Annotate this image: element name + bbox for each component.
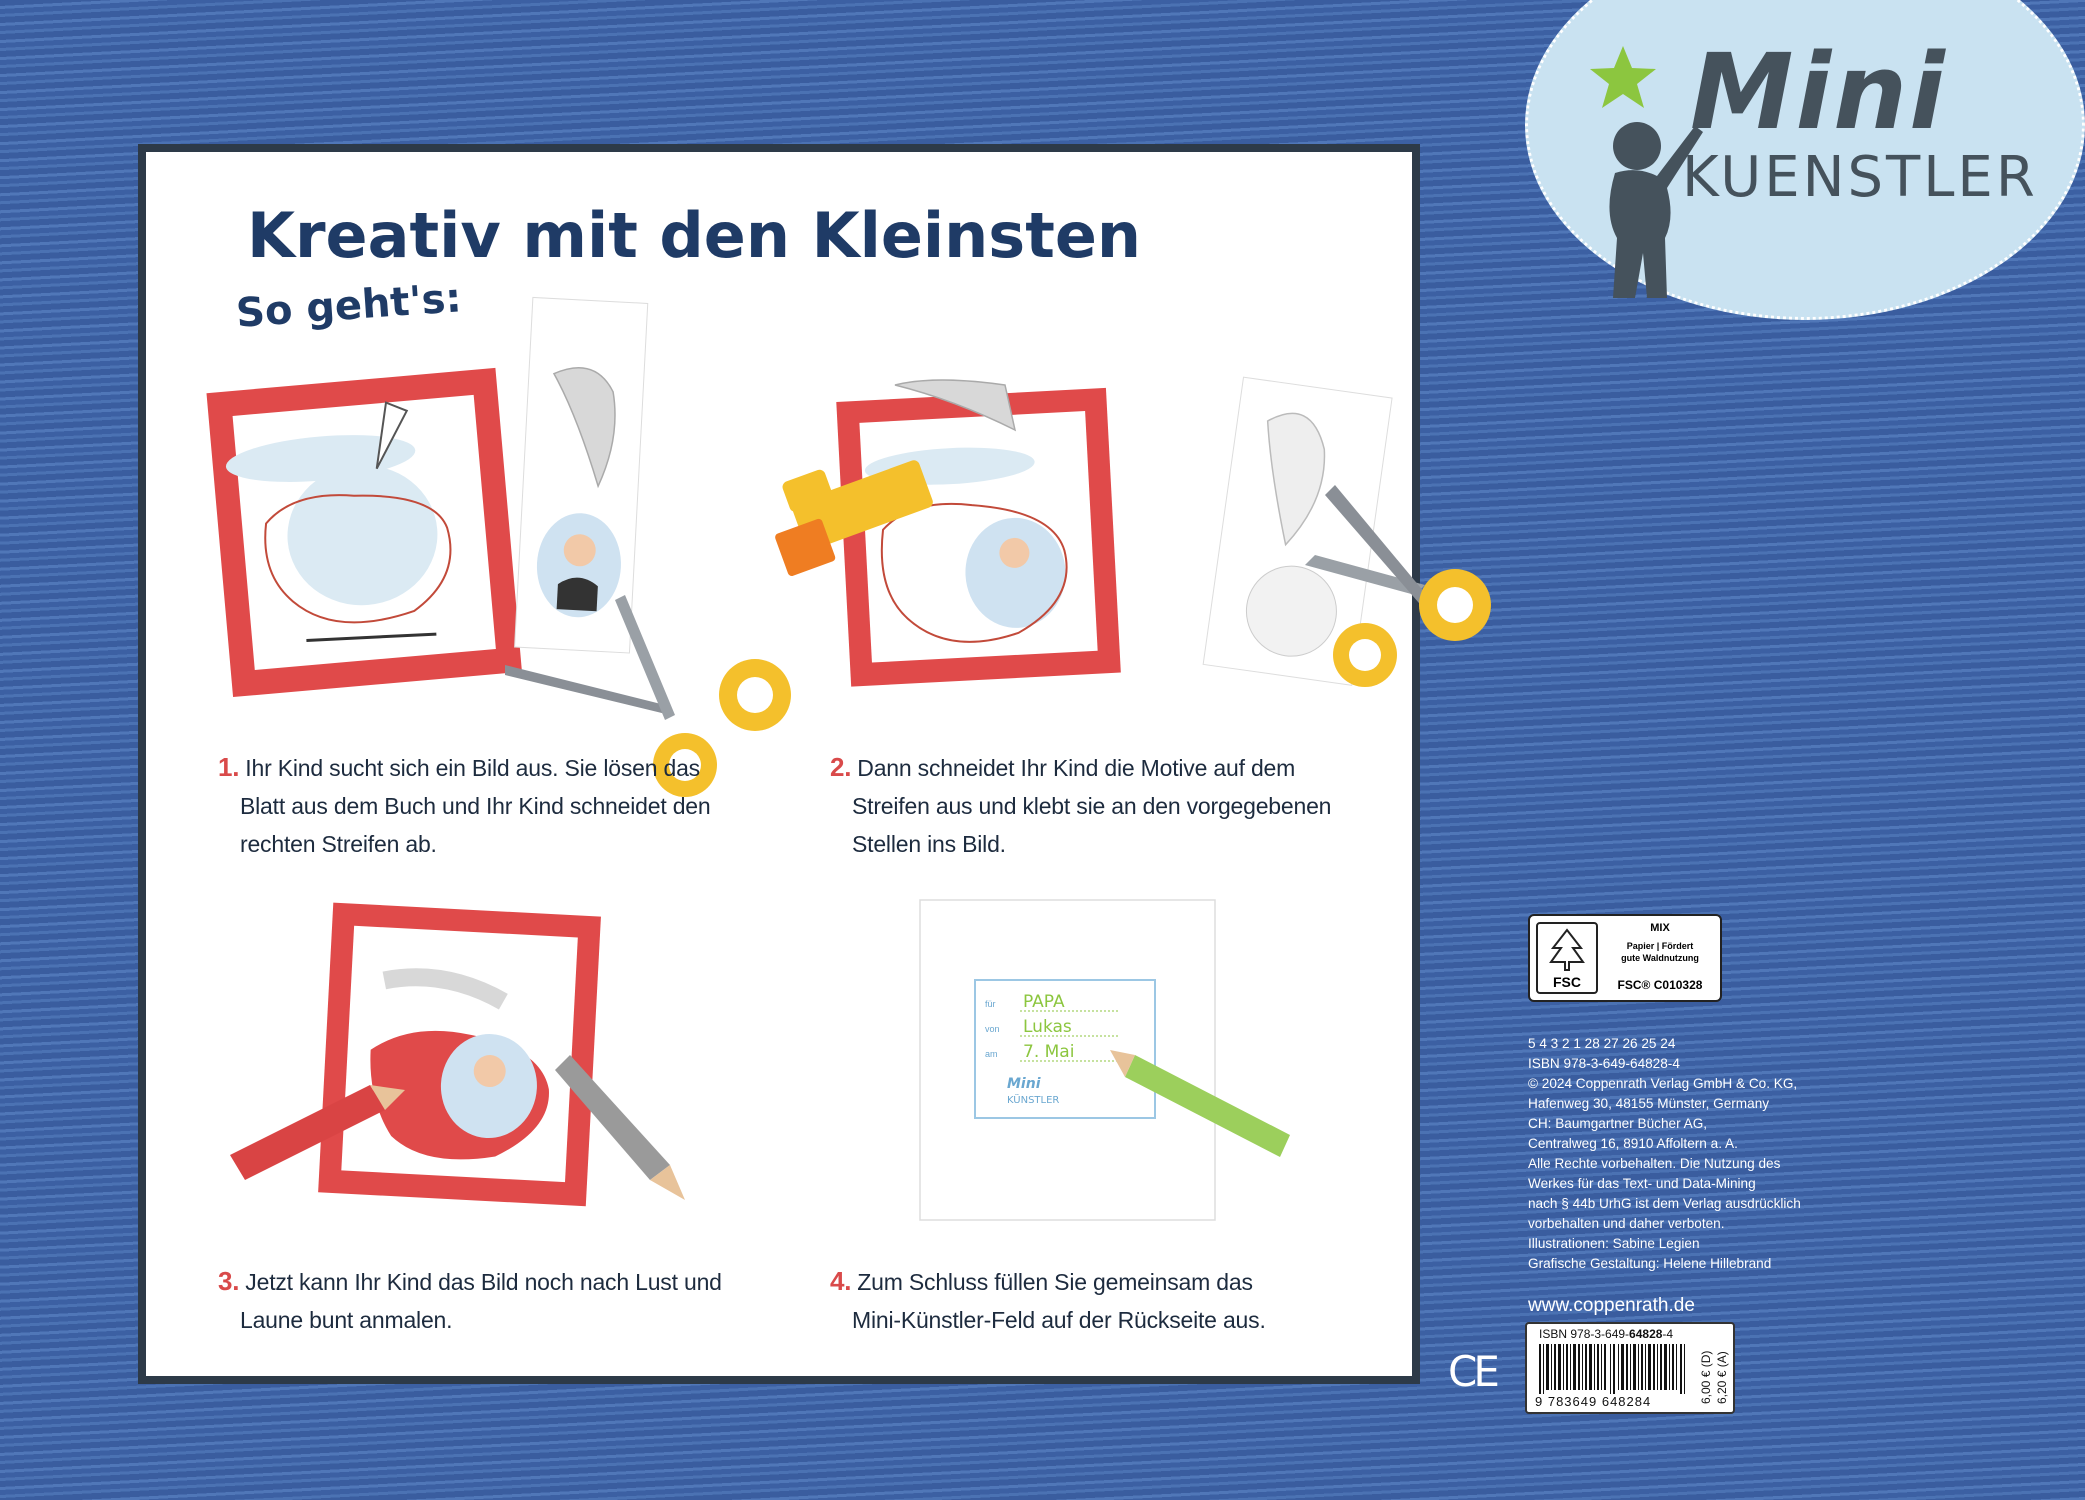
barcode-bars: [1537, 1344, 1692, 1394]
card-label-from: von: [985, 1024, 1000, 1034]
isbn-suffix: -4: [1662, 1327, 1674, 1341]
step-1-number: 1.: [218, 752, 240, 782]
imprint-line: Centralweg 16, 8910 Affoltern a. A.: [1528, 1136, 1738, 1151]
step-2-line-2: Streifen aus und klebt sie an den vorgegebenen: [852, 793, 1332, 819]
imprint-line: Hafenweg 30, 48155 Münster, Germany: [1528, 1096, 1770, 1111]
imprint-line: vorbehalten und daher verboten.: [1528, 1216, 1725, 1231]
step-4-number: 4.: [830, 1266, 852, 1296]
card-logo-kuenstler: KÜNSTLER: [1007, 1095, 1060, 1106]
barcode-prices: [1697, 1332, 1731, 1410]
barcode-digits: 9 783649 648284: [1535, 1394, 1652, 1409]
step-4-line-2: Mini-Künstler-Feld auf der Rückseite aus.: [852, 1307, 1266, 1333]
isbn-prefix: ISBN 978-3-649-: [1539, 1327, 1630, 1341]
page-title: Kreativ mit den Kleinsten: [246, 199, 1142, 272]
imprint-line: Illustrationen: Sabine Legien: [1528, 1236, 1700, 1251]
fsc-description: [1602, 940, 1718, 964]
step-2-illustration: [775, 355, 1505, 785]
card-label-for: für: [985, 999, 996, 1009]
isbn-bold: 64828: [1629, 1327, 1663, 1341]
logo-kuenstler-text: KUENSTLER: [1682, 145, 2038, 210]
card-label-on: am: [985, 1049, 998, 1059]
step-1-illustration: [205, 295, 825, 805]
card-value-on: 7. Mai: [1023, 1042, 1075, 1062]
step-2-line-3: Stellen ins Bild.: [852, 831, 1006, 857]
imprint-line: © 2024 Coppenrath Verlag GmbH & Co. KG,: [1528, 1076, 1798, 1091]
imprint-line: Grafische Gestaltung: Helene Hillebrand: [1528, 1256, 1772, 1271]
step-3-number: 3.: [218, 1266, 240, 1296]
step-4-illustration: [915, 895, 1295, 1235]
fsc-mix: MIX: [1650, 922, 1670, 934]
step-1-line-3: rechten Streifen ab.: [240, 831, 437, 857]
fsc-code: FSC® C010328: [1617, 978, 1703, 992]
star-icon: [1588, 44, 1658, 110]
card-value-for: PAPA: [1023, 992, 1065, 1012]
imprint-line: Werkes für das Text- und Data-Mining: [1528, 1176, 1756, 1191]
imprint-line: nach § 44b UrhG ist dem Verlag ausdrücklich: [1528, 1196, 1801, 1211]
fsc-desc-line-1: Papier | Fördert: [1626, 941, 1694, 951]
step-3-illustration: [220, 905, 720, 1225]
fsc-label: [1528, 914, 1722, 1002]
step-3-line-1: Jetzt kann Ihr Kind das Bild noch nach Lust und: [245, 1269, 722, 1295]
subtitle: So geht's:: [234, 275, 463, 337]
step-3-text: [218, 1262, 722, 1339]
barcode: [1525, 1322, 1735, 1414]
fsc-logo-text: FSC: [1553, 974, 1581, 990]
step-2-text: [830, 748, 1331, 863]
imprint-line: ISBN 978-3-649-64828-4: [1528, 1056, 1680, 1071]
card-logo-mini: Mini: [1007, 1076, 1041, 1092]
publisher-website-link[interactable]: www.coppenrath.de: [1528, 1295, 1695, 1316]
step-4-line-1: Zum Schluss füllen Sie gemeinsam das: [857, 1269, 1253, 1295]
step-1-line-1: Ihr Kind sucht sich ein Bild aus. Sie lösen das: [245, 755, 700, 781]
imprint: [1528, 1034, 1858, 1274]
price-a: 6,20 € (A): [1715, 1351, 1729, 1404]
imprint-line: CH: Baumgartner Bücher AG,: [1528, 1116, 1708, 1131]
ce-mark: CE: [1448, 1347, 1496, 1396]
step-2-line-1: Dann schneidet Ihr Kind die Motive auf dem: [857, 755, 1296, 781]
step-1-text: [218, 748, 710, 863]
step-2-number: 2.: [830, 752, 852, 782]
imprint-line: Alle Rechte vorbehalten. Die Nutzung des: [1528, 1156, 1781, 1171]
step-1-line-2: Blatt aus dem Buch und Ihr Kind schneidet den: [240, 793, 711, 819]
fsc-desc-line-2: gute Waldnutzung: [1621, 953, 1699, 963]
logo-mini-text: Mini: [1690, 31, 1947, 153]
fsc-tree-icon: [1536, 922, 1598, 994]
card-value-from: Lukas: [1023, 1017, 1072, 1037]
barcode-isbn: [1539, 1327, 1673, 1341]
step-4-text: [830, 1262, 1266, 1339]
step-3-line-2: Laune bunt anmalen.: [240, 1307, 453, 1333]
imprint-line: 5 4 3 2 1 28 27 26 25 24: [1528, 1036, 1676, 1051]
price-d: 6,00 € (D): [1699, 1350, 1713, 1404]
